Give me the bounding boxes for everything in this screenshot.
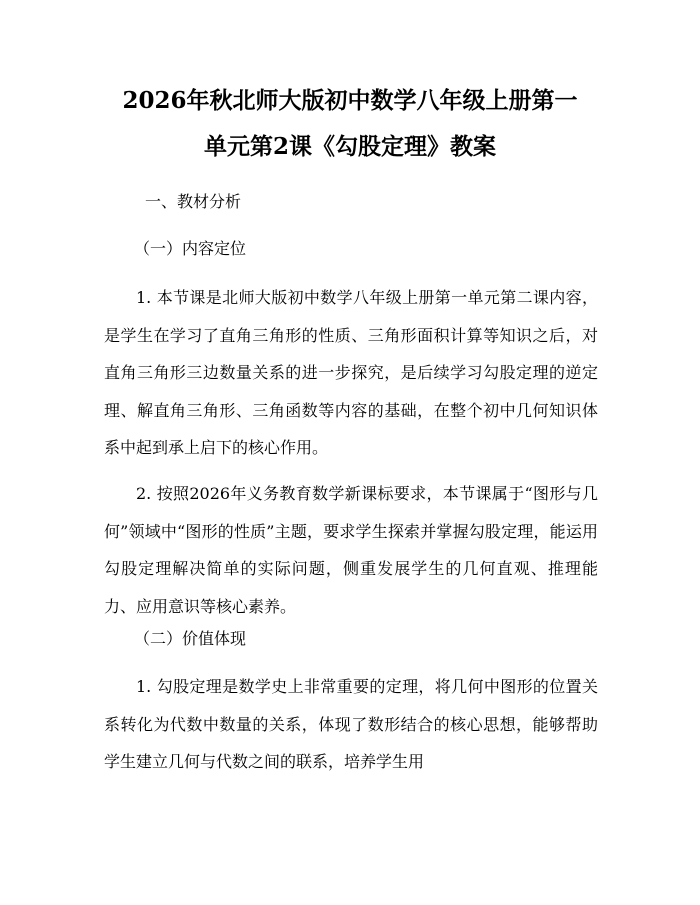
paragraph-3: 1. 勾股定理是数学史上非常重要的定理，将几何中图形的位置关系转化为代数中数量的关系，体现了数形结合的核心思想，能够帮助学生建立几何与代数之间的联系，培养学生用 — [104, 677, 598, 771]
paragraph-1: 1. 本节课是北师大版初中数学八年级上册第一单元第二课内容，是学生在学习了直角三角形的性质、三角形面积计算等知识之后，对直角三角形三边数量关系的进一步探究，是后续学习勾股定理的逆定理、解直角三角形、三角函数等内容的基础，在整个初中几何知识体系中起到承上启下的核心作用。 — [104, 288, 598, 457]
paragraph-2: 2. 按照2026年义务教育数学新课标要求，本节课属于“图形与几何”领域中“图形的性质”主题，要求学生探索并掌握勾股定理，能运用勾股定理解决简单的实际问题，侧重发展学生的几何直观、推理能力、应用意识等核心素养。 — [104, 484, 598, 616]
subsection-heading-value-embodiment: （二）价值体现 — [134, 629, 247, 648]
document-title-line-2: 单元第2课《勾股定理》教案 — [203, 133, 496, 160]
document-title-line-1: 2026年秋北师大版初中数学八年级上册第一 — [122, 87, 578, 114]
section-heading-textbook-analysis: 一、教材分析 — [145, 192, 242, 211]
subsection-heading-content-positioning: （一）内容定位 — [134, 239, 247, 258]
